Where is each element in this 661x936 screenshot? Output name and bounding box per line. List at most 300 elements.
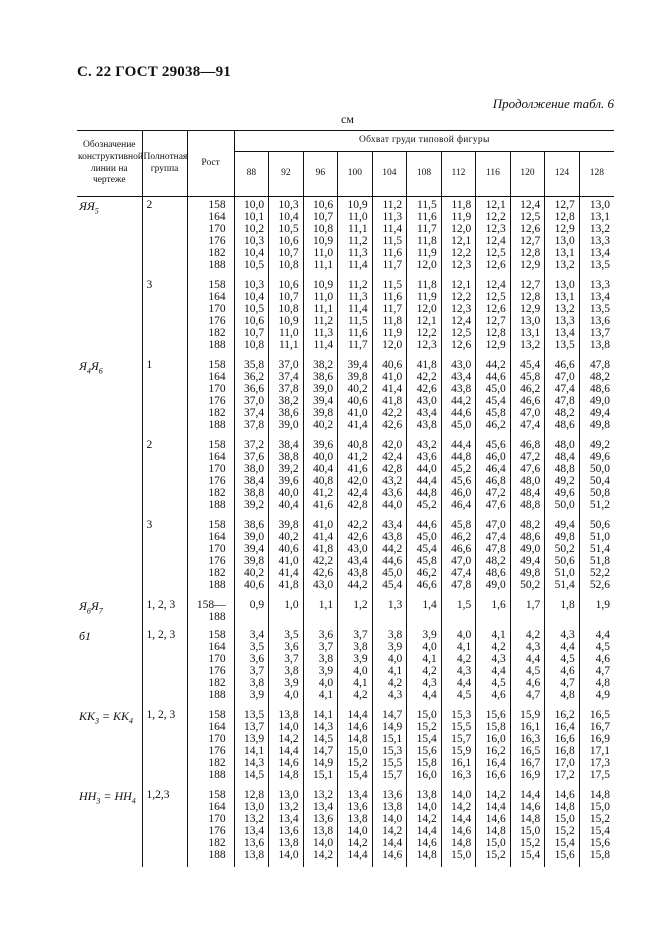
table-value: 13,6 (347, 801, 368, 813)
table-value: 39,4 (244, 543, 265, 555)
table-value: 15,4 (416, 733, 437, 745)
height-cell (187, 357, 234, 437)
table-value: 12,1 (416, 315, 437, 327)
table-value: 16,1 (451, 757, 472, 769)
table-value: 11,3 (347, 291, 368, 303)
table-value: 48,0 (520, 475, 541, 487)
table-value: 13,4 (244, 825, 265, 837)
value-cell (545, 707, 580, 787)
table-value: 14,6 (485, 813, 506, 825)
height-value: 176 (208, 235, 226, 247)
table-value: 10,8 (278, 259, 299, 271)
designation-base: б1 (79, 629, 92, 643)
height-value: 188 (208, 499, 226, 511)
table-value: 44,2 (347, 579, 368, 591)
designation-tail: = КК (98, 709, 129, 723)
table-value: 15,2 (520, 837, 541, 849)
table-value: 15,8 (416, 757, 437, 769)
table-value: 42,6 (313, 567, 334, 579)
table-value: 11,0 (313, 291, 334, 303)
col-height-header: Рост (187, 131, 234, 197)
table-value: 41,0 (278, 555, 299, 567)
table-value: 11,2 (347, 235, 368, 247)
table-value: 3,9 (284, 677, 299, 689)
table-value: 13,1 (589, 211, 610, 223)
value-cell (441, 517, 476, 597)
height-value: 176 (208, 315, 226, 327)
value-cell (303, 437, 338, 517)
table-value: 11,1 (278, 339, 299, 351)
table-value: 48,8 (520, 499, 541, 511)
table-value: 48,2 (589, 371, 610, 383)
table-value: 45,8 (485, 407, 506, 419)
table-value: 47,8 (589, 359, 610, 371)
table-row (77, 787, 614, 867)
table-value: 44,2 (382, 543, 403, 555)
table-row (77, 707, 614, 787)
table-value: 44,6 (382, 555, 403, 567)
table-value: 15,0 (451, 849, 472, 861)
table-value: 37,8 (244, 419, 265, 431)
table-value: 14,0 (278, 721, 299, 733)
table-value: 1,3 (387, 599, 403, 611)
height-value: 182 (208, 837, 226, 849)
height-value: 170 (208, 733, 226, 745)
table-value: 4,8 (560, 689, 575, 701)
table-value: 13,0 (554, 235, 575, 247)
table-row (77, 627, 614, 707)
table-value: 3,8 (284, 665, 299, 677)
table-value: 41,4 (313, 531, 334, 543)
table-value: 16,7 (589, 721, 610, 733)
table-value: 15,3 (382, 745, 403, 757)
height-value: 182 (208, 487, 226, 499)
table-value: 51,4 (589, 543, 610, 555)
table-value: 16,3 (451, 769, 472, 781)
table-value: 45,0 (485, 383, 506, 395)
table-value: 13,0 (278, 789, 299, 801)
table-value: 39,0 (278, 419, 299, 431)
table-value: 14,0 (278, 849, 299, 861)
table-value: 3,9 (249, 689, 265, 701)
table-value: 3,9 (387, 641, 403, 653)
value-cell (372, 597, 407, 627)
table-value: 14,0 (451, 789, 472, 801)
table-value: 14,8 (485, 825, 506, 837)
table-value: 4,1 (456, 641, 472, 653)
value-cell (303, 597, 338, 627)
table-value: 45,0 (416, 531, 437, 543)
table-value: 15,0 (589, 801, 610, 813)
table-value: 48,2 (554, 407, 575, 419)
table-value: 12,0 (416, 259, 437, 271)
value-cell (476, 707, 511, 787)
table-value: 4,2 (353, 689, 368, 701)
table-value: 15,7 (451, 733, 472, 745)
table-value: 4,0 (422, 641, 437, 653)
table-value: 36,2 (244, 371, 265, 383)
table-value: 15,6 (589, 837, 610, 849)
height-value: 170 (208, 223, 226, 235)
table-value: 47,2 (520, 451, 541, 463)
table-value: 15,9 (451, 745, 472, 757)
table-value: 14,5 (244, 769, 265, 781)
table-value: 50,8 (589, 487, 610, 499)
value-cell (441, 707, 476, 787)
table-value: 12,6 (485, 259, 506, 271)
table-value: 1,9 (595, 599, 610, 611)
table-value: 47,8 (451, 579, 472, 591)
table-value: 10,6 (278, 235, 299, 247)
designation-cell (77, 627, 142, 707)
table-value: 50,6 (589, 519, 610, 531)
table-value: 11,3 (313, 327, 334, 339)
table-value: 16,9 (589, 733, 610, 745)
table-value: 10,5 (278, 223, 299, 235)
table-value: 48,8 (554, 463, 575, 475)
table-value: 42,4 (382, 451, 403, 463)
value-cell (303, 627, 338, 707)
table-value: 3,6 (318, 629, 334, 641)
table-value: 10,3 (244, 279, 265, 291)
table-value: 14,0 (313, 837, 334, 849)
height-value: 158—188 (196, 599, 226, 623)
value-cell (269, 707, 304, 787)
table-value: 45,4 (382, 579, 403, 591)
table-value: 43,6 (382, 487, 403, 499)
table-value: 13,6 (313, 813, 334, 825)
value-cell (269, 277, 304, 357)
value-cell (579, 707, 614, 787)
table-value: 13,8 (313, 825, 334, 837)
height-cell (187, 627, 234, 707)
table-value: 15,7 (382, 769, 403, 781)
value-cell (303, 357, 338, 437)
value-cell (476, 357, 511, 437)
group-cell: 1, 2, 3 (142, 597, 187, 627)
table-value: 14,4 (347, 849, 368, 861)
designation-base: КК (79, 709, 95, 723)
table-value: 51,8 (589, 555, 610, 567)
table-value: 4,4 (456, 677, 472, 689)
table-value: 12,5 (451, 327, 472, 339)
table-value: 13,6 (244, 837, 265, 849)
table-value: 1,2 (353, 599, 368, 611)
table-value: 12,6 (485, 303, 506, 315)
value-cell (407, 197, 442, 278)
table-value: 14,8 (347, 733, 368, 745)
table-value: 38,2 (278, 395, 299, 407)
value-cell (269, 787, 304, 867)
table-value: 4,5 (560, 653, 575, 665)
table-value: 39,0 (313, 383, 334, 395)
table-value: 4,0 (353, 665, 368, 677)
table-value: 13,5 (589, 303, 610, 315)
table-value: 12,0 (451, 223, 472, 235)
value-cell (338, 357, 373, 437)
table-value: 11,2 (347, 279, 368, 291)
table-value: 13,8 (416, 789, 437, 801)
table-value: 11,6 (382, 291, 403, 303)
value-cell (441, 357, 476, 437)
table-value: 10,9 (278, 315, 299, 327)
table-value: 4,2 (387, 677, 403, 689)
table-value: 11,9 (451, 211, 472, 223)
table-value: 15,5 (451, 721, 472, 733)
height-value: 164 (208, 451, 226, 463)
table-value: 11,7 (417, 223, 437, 235)
value-cell (269, 517, 304, 597)
table-row (77, 357, 614, 437)
table-value: 13,6 (382, 789, 403, 801)
table-value: 4,1 (318, 689, 334, 701)
table-value: 14,6 (520, 801, 541, 813)
table-value: 4,0 (456, 629, 472, 641)
value-cell (579, 517, 614, 597)
table-value: 13,3 (589, 235, 610, 247)
designation-cell (77, 277, 142, 357)
table-value: 12,7 (554, 199, 575, 211)
value-cell (269, 197, 304, 278)
table-value: 43,4 (347, 555, 368, 567)
table-value: 14,7 (382, 709, 403, 721)
table-value: 36,6 (244, 383, 265, 395)
table-value: 14,6 (382, 849, 403, 861)
table-value: 15,6 (416, 745, 437, 757)
table-value: 3,7 (318, 641, 334, 653)
designation-base: Я (79, 599, 87, 613)
table-value: 42,6 (416, 383, 437, 395)
table-value: 48,6 (554, 419, 575, 431)
table-value: 11,7 (347, 339, 368, 351)
table-value: 39,8 (313, 407, 334, 419)
table-value: 12,3 (485, 223, 506, 235)
table-value: 12,8 (485, 327, 506, 339)
value-cell (269, 357, 304, 437)
table-value: 4,4 (595, 629, 610, 641)
table-value: 41,6 (347, 463, 368, 475)
table-value: 46,4 (485, 463, 506, 475)
table-value: 13,2 (244, 813, 265, 825)
height-value: 164 (208, 721, 226, 733)
size-header-104: 104 (372, 152, 407, 197)
table-value: 15,6 (485, 709, 506, 721)
table-value: 48,0 (554, 439, 575, 451)
table-value: 11,4 (313, 339, 334, 351)
table-value: 1,8 (560, 599, 575, 611)
table-value: 47,4 (520, 419, 541, 431)
table-value: 10,8 (278, 303, 299, 315)
table-value: 46,6 (520, 395, 541, 407)
table-row (77, 597, 614, 627)
table-value: 47,2 (485, 487, 506, 499)
table-value: 11,0 (347, 211, 368, 223)
table-value: 1,6 (491, 599, 506, 611)
height-value: 158 (208, 439, 226, 451)
value-cell (476, 627, 511, 707)
table-value: 38,4 (244, 475, 265, 487)
value-cell (234, 357, 269, 437)
height-value: 176 (208, 395, 226, 407)
table-value: 12,8 (244, 789, 265, 801)
table-value: 14,4 (347, 709, 368, 721)
table-value: 12,7 (485, 315, 506, 327)
table-value: 14,4 (451, 813, 472, 825)
table-value: 12,0 (382, 339, 403, 351)
table-value: 4,4 (560, 641, 575, 653)
value-cell (441, 437, 476, 517)
table-value: 40,0 (278, 487, 299, 499)
table-value: 13,2 (520, 339, 541, 351)
table-value: 4,1 (491, 629, 506, 641)
height-value: 164 (208, 801, 226, 813)
height-value: 176 (208, 475, 226, 487)
value-cell (476, 437, 511, 517)
table-value: 45,8 (416, 555, 437, 567)
height-value: 164 (208, 531, 226, 543)
value-cell (234, 437, 269, 517)
value-cell (510, 357, 545, 437)
value-cell (372, 517, 407, 597)
table-value: 16,2 (554, 709, 575, 721)
table-value: 41,4 (347, 419, 368, 431)
table-value: 12,2 (451, 247, 472, 259)
height-value: 176 (208, 555, 226, 567)
table-row (77, 197, 614, 278)
table-value: 12,7 (520, 279, 541, 291)
group-cell: 2 (142, 197, 187, 278)
table-value: 37,4 (278, 371, 299, 383)
value-cell (476, 517, 511, 597)
table-value: 37,0 (278, 359, 299, 371)
table-value: 48,6 (589, 383, 610, 395)
table-value: 17,2 (554, 769, 575, 781)
table-value: 4,5 (525, 665, 541, 677)
value-cell (407, 277, 442, 357)
table-value: 1,7 (525, 599, 541, 611)
table-value: 39,6 (313, 439, 334, 451)
table-value: 13,1 (520, 327, 541, 339)
table-value: 16,2 (485, 745, 506, 757)
table-value: 40,8 (313, 475, 334, 487)
table-value: 43,6 (416, 451, 437, 463)
table-value: 47,4 (554, 383, 575, 395)
table-value: 12,9 (554, 223, 575, 235)
table-value: 38,6 (244, 519, 265, 531)
height-value: 176 (208, 745, 226, 757)
table-value: 42,2 (382, 407, 403, 419)
table-value: 37,8 (278, 383, 299, 395)
table-value: 13,2 (278, 801, 299, 813)
table-value: 11,9 (417, 291, 437, 303)
height-value: 164 (208, 641, 226, 653)
group-cell: 1, 2, 3 (142, 707, 187, 787)
value-cell (476, 197, 511, 278)
table-value: 50,0 (554, 499, 575, 511)
table-value: 14,1 (313, 709, 334, 721)
table-value: 3,7 (249, 665, 265, 677)
table-value: 16,8 (554, 745, 575, 757)
table-value: 1,1 (318, 599, 334, 611)
table-value: 13,8 (589, 339, 610, 351)
table-value: 16,1 (520, 721, 541, 733)
table-value: 12,2 (451, 291, 472, 303)
table-value: 16,5 (520, 745, 541, 757)
size-header-100: 100 (338, 152, 373, 197)
table-value: 43,4 (451, 371, 472, 383)
table-value: 49,8 (589, 419, 610, 431)
height-cell (187, 597, 234, 627)
table-value: 46,2 (520, 383, 541, 395)
table-value: 46,4 (451, 499, 472, 511)
table-value: 13,0 (589, 199, 610, 211)
table-value: 14,2 (416, 813, 437, 825)
table-value: 11,2 (382, 199, 403, 211)
table-value: 45,4 (520, 359, 541, 371)
table-value: 12,9 (520, 259, 541, 271)
height-value: 158 (208, 629, 226, 641)
table-value: 16,7 (520, 757, 541, 769)
value-cell (510, 707, 545, 787)
table-value: 49,0 (485, 579, 506, 591)
value-cell (407, 517, 442, 597)
table-value: 43,0 (451, 359, 472, 371)
table-value: 47,0 (520, 407, 541, 419)
table-value: 50,2 (554, 543, 575, 555)
table-value: 17,0 (554, 757, 575, 769)
value-cell (476, 597, 511, 627)
table-value: 11,8 (417, 235, 437, 247)
table-value: 12,5 (485, 291, 506, 303)
value-cell (338, 627, 373, 707)
table-value: 12,8 (520, 291, 541, 303)
table-value: 38,0 (244, 463, 265, 475)
table-value: 3,8 (318, 653, 334, 665)
table-value: 43,2 (416, 439, 437, 451)
value-cell (545, 787, 580, 867)
height-value: 164 (208, 211, 226, 223)
value-cell (579, 787, 614, 867)
table-value: 42,8 (382, 463, 403, 475)
table-value: 50,0 (589, 463, 610, 475)
table-value: 4,3 (525, 641, 541, 653)
value-cell (476, 787, 511, 867)
table-value: 4,8 (595, 677, 610, 689)
table-value: 11,6 (347, 327, 368, 339)
table-value: 38,8 (244, 487, 265, 499)
table-value: 13,5 (554, 339, 575, 351)
table-value: 40,6 (382, 359, 403, 371)
table-value: 41,4 (278, 567, 299, 579)
table-value: 37,4 (244, 407, 265, 419)
table-value: 3,6 (284, 641, 299, 653)
table-value: 49,0 (520, 543, 541, 555)
table-value: 40,8 (347, 439, 368, 451)
table-value: 48,4 (520, 487, 541, 499)
table-value: 4,4 (525, 653, 541, 665)
value-cell (510, 627, 545, 707)
table-value: 10,8 (244, 339, 265, 351)
table-value: 45,8 (451, 519, 472, 531)
value-cell (579, 627, 614, 707)
designation-sub: 4 (131, 796, 136, 806)
value-cell (234, 707, 269, 787)
table-value: 3,8 (353, 641, 368, 653)
table-value: 15,2 (416, 721, 437, 733)
table-value: 39,0 (244, 531, 265, 543)
table-value: 12,5 (520, 211, 541, 223)
table-value: 11,0 (313, 247, 334, 259)
